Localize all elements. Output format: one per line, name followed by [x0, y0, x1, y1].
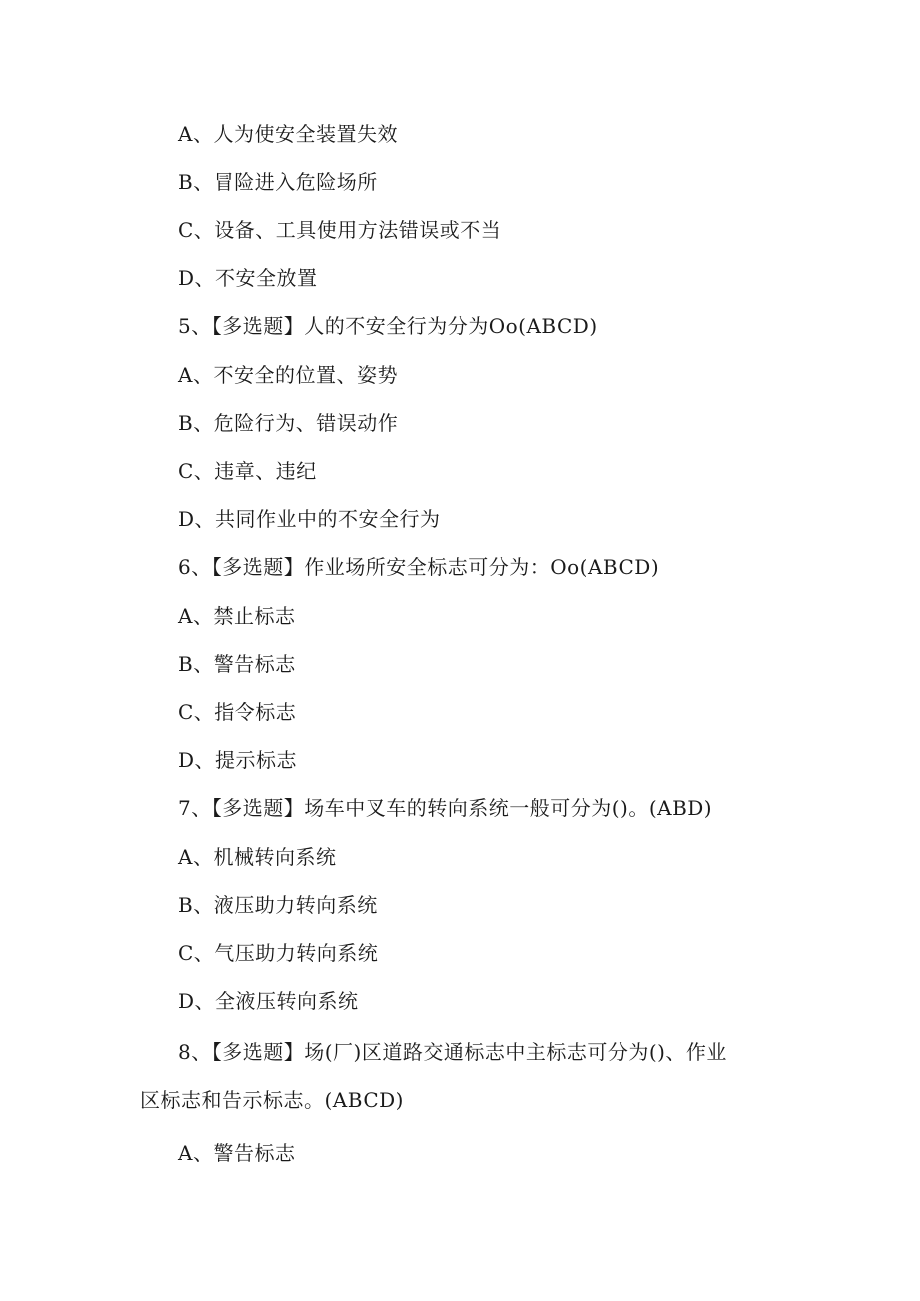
- option-a: A、警告标志: [178, 1141, 296, 1165]
- option-d: D、提示标志: [178, 748, 298, 772]
- option-b: B、液压助力转向系统: [178, 893, 378, 917]
- option-c: C、指令标志: [178, 700, 297, 724]
- option-d: D、不安全放置: [178, 266, 318, 290]
- question-8: 8、【多选题】场(厂)区道路交通标志中主标志可分为()、作业: [178, 1040, 727, 1064]
- option-b: B、冒险进入危险场所: [178, 170, 378, 194]
- option-a: A、人为使安全装置失效: [178, 122, 398, 146]
- question-7: 7、【多选题】场车中叉车的转向系统一般可分为()。(ABD): [178, 796, 713, 820]
- question-8-continuation: 区标志和告示标志。(ABCD): [140, 1088, 404, 1112]
- question-6: 6、【多选题】作业场所安全标志可分为：Oo(ABCD): [178, 555, 660, 579]
- option-a: A、机械转向系统: [178, 845, 337, 869]
- question-5: 5、【多选题】人的不安全行为分为Oo(ABCD): [178, 314, 598, 338]
- option-c: C、设备、工具使用方法错误或不当: [178, 218, 502, 242]
- option-d: D、全液压转向系统: [178, 989, 359, 1013]
- option-c: C、违章、违纪: [178, 459, 317, 483]
- option-d: D、共同作业中的不安全行为: [178, 507, 441, 531]
- option-c: C、气压助力转向系统: [178, 941, 379, 965]
- option-a: A、不安全的位置、姿势: [178, 363, 398, 387]
- option-b: B、危险行为、错误动作: [178, 411, 399, 435]
- option-a: A、禁止标志: [178, 604, 296, 628]
- option-b: B、警告标志: [178, 652, 296, 676]
